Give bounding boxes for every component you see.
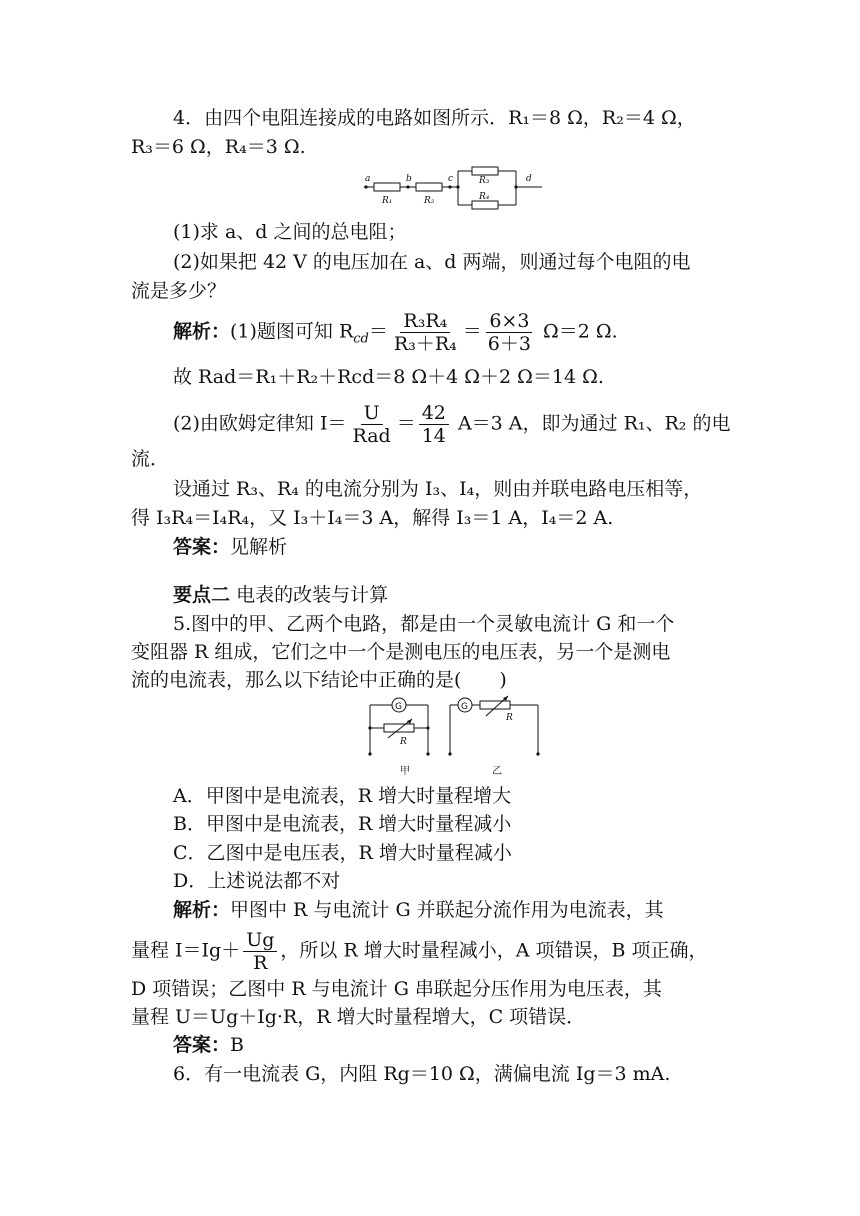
q4-diagram-label-d: d (526, 174, 532, 184)
q5-option-a: A．甲图中是电流表，R 增大时量程增大 (173, 785, 512, 807)
section2-title-rest: 电表的改装与计算 (236, 584, 389, 606)
q4-diagram-label-r2: R₂ (424, 196, 435, 206)
q4-sol3-frac2-den: 14 (421, 425, 446, 447)
q5-stem-line1: 5.图中的甲、乙两个电路，都是由一个灵敏电流计 G 和一个 (173, 613, 675, 635)
q4-solution-label: 解析： (173, 320, 231, 343)
q5-answer (173, 1033, 244, 1057)
q4-sol1-frac2-num: 6×3 (486, 310, 532, 333)
q4-sol3-frac1-den: Rad (352, 425, 391, 447)
q5-sol-l2-fraction (243, 929, 277, 974)
q4-solution-line3b: 流． (131, 448, 170, 470)
q5-circuit-diagrams (364, 694, 544, 778)
q4-diagram-label-c: c (448, 174, 454, 184)
q4-sol3-prefix: (2)由欧姆定律知 I＝ (173, 412, 347, 435)
q4-sol1-fraction2 (485, 310, 534, 355)
q4-sol1-prefix: (1)题图可知 R (230, 320, 354, 343)
q4-sol1-frac1-den: R₃＋R₄ (393, 333, 457, 355)
q4-sol1-sub: cd (353, 331, 369, 347)
q4-diagram-label-r3: R₃ (479, 176, 490, 186)
q5-option-b: B．甲图中是电流表，R 增大时量程减小 (173, 813, 512, 835)
q5-sol-l2-prefix: 量程 I＝Ig＋ (131, 939, 241, 962)
q4-diagram-label-b: b (406, 174, 412, 184)
q5-sol-l1-text: 甲图中 R 与电流计 G 并联起分流作用为电流表，其 (230, 899, 664, 921)
q5-answer-label: 答案： (173, 1034, 231, 1056)
q4-part1: (1)求 a、d 之间的总电阻； (173, 221, 407, 243)
q5-solution-label: 解析： (173, 899, 231, 921)
q5-caption-yi: 乙 (492, 766, 502, 777)
q5-caption-jia: 甲 (400, 766, 410, 777)
q4-sol1-fraction1 (391, 310, 460, 355)
q4-part2-line1: (2)如果把 42 V 的电压加在 a、d 两端，则通过每个电阻的电 (173, 251, 691, 273)
q4-answer-text: 见解析 (230, 536, 288, 558)
q4-solution-line2: 故 Rad＝R₁＋R₂＋Rcd＝8 Ω＋4 Ω＋2 Ω＝14 Ω. (173, 366, 604, 388)
q5-stem-line2: 变阻器 R 组成，它们之中一个是测电压的电压表，另一个是测电 (131, 641, 671, 663)
q5-solution-line4: 量程 U＝Ug＋Ig·R，R 增大时量程增大，C 项错误． (131, 1006, 586, 1028)
q4-sol3-fraction2 (419, 402, 449, 447)
q6-stem: 6．有一电流表 G，内阻 Rg＝10 Ω，满偏电流 Ig＝3 mA. (173, 1063, 671, 1085)
q4-answer (173, 535, 287, 559)
q5-jia-r-label: R (400, 737, 407, 747)
q5-solution-line1 (173, 898, 664, 922)
q4-sol3-eq: ＝ (396, 412, 416, 435)
q4-diagram-label-r4: R₄ (479, 192, 490, 202)
q5-yi-galvanometer-label: G (461, 702, 468, 712)
q5-sol-l2-suffix: ，所以 R 增大时量程减小，A 项错误，B 项正确， (280, 939, 708, 962)
q4-stem-line2: R₃＝6 Ω，R₄＝3 Ω. (131, 136, 306, 158)
q5-sol-l2-frac-num: Ug (243, 929, 277, 952)
q4-answer-label: 答案： (173, 536, 231, 558)
section2-title-bold: 要点二 (173, 584, 231, 606)
q5-solution-line2 (131, 929, 708, 974)
q4-sol3-frac1-num: U (361, 402, 383, 425)
section2-title (173, 583, 388, 607)
q5-answer-text: B (230, 1034, 244, 1056)
q4-part2-line2: 流是多少？ (131, 280, 227, 302)
q5-jia-galvanometer-label: G (395, 702, 402, 712)
q5-sol-l2-frac-den: R (253, 952, 268, 974)
q4-stem-line1: 4．由四个电阻连接成的电路如图所示．R₁＝8 Ω，R₂＝4 Ω， (173, 107, 696, 129)
q4-sol3-suffix: A＝3 A，即为通过 R₁、R₂ 的电 (457, 412, 731, 435)
q4-solution-line5: 得 I₃R₄＝I₄R₄，又 I₃＋I₄＝3 A，解得 I₃＝1 A，I₄＝2 A. (131, 507, 614, 529)
q5-yi-r-label: R (506, 713, 513, 723)
q4-sol3-fraction1 (349, 402, 393, 447)
q5-option-c: C．乙图中是电压表，R 增大时量程减小 (173, 842, 512, 864)
q4-diagram-label-r1: R₁ (382, 196, 393, 206)
q5-solution-line3: D 项错误；乙图中 R 与电流计 G 串联起分压作用为电压表，其 (131, 978, 662, 1000)
q4-solution-line4: 设通过 R₃、R₄ 的电流分别为 I₃、I₄，则由并联电路电压相等， (173, 478, 703, 500)
q4-sol1-frac1-num: R₃R₄ (400, 310, 450, 333)
q4-sol1-frac2-den: 6＋3 (487, 333, 531, 355)
q4-circuit-diagram (362, 163, 546, 213)
q4-sol1-suffix: Ω＝2 Ω. (543, 320, 618, 343)
q4-sol1-eq: ＝ (368, 320, 388, 343)
q4-diagram-label-a: a (365, 174, 371, 184)
q5-option-d: D．上述说法都不对 (173, 870, 341, 892)
q4-solution-line1 (173, 310, 618, 355)
q4-sol1-eq2: ＝ (462, 320, 482, 343)
q4-solution-line3 (173, 402, 730, 447)
q5-stem-line3: 流的电流表，那么以下结论中正确的是( ) (131, 669, 507, 691)
q4-sol3-frac2-num: 42 (419, 402, 449, 425)
